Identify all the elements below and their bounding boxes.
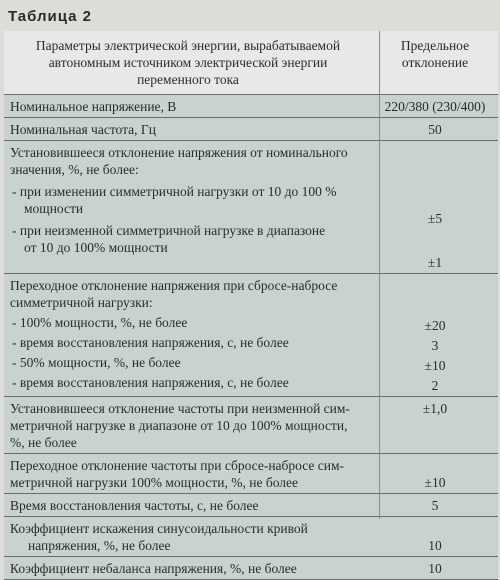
header-deviation-cell — [372, 31, 498, 95]
row-label-group — [4, 454, 372, 494]
sub-item-value: ±20 — [424, 318, 446, 333]
table-row-transient-frequency-deviation — [4, 454, 498, 494]
row-value: 10 — [372, 517, 498, 557]
row-label-group — [4, 141, 372, 274]
header-deviation-line: отклонение — [401, 55, 469, 70]
row-label: Время восстановления частоты, с, не более — [4, 494, 372, 517]
row-label-group — [4, 517, 372, 557]
row-label-line: %, не более — [10, 435, 77, 450]
table-row-frequency-recovery-time — [4, 494, 498, 517]
sub-item-value: 2 — [431, 378, 439, 393]
table-row-unbalance-coefficient — [4, 557, 498, 580]
row-value-group — [372, 141, 498, 274]
sub-item-label: - при изменении симметричной нагрузки от 10 до 100 % — [12, 184, 337, 199]
row-value: 5 — [372, 494, 498, 517]
sub-item-label: - 100% мощности, %, не более — [12, 315, 188, 330]
table-row-steady-voltage-deviation — [4, 141, 498, 274]
row-value: ±10 — [372, 454, 498, 494]
table-row-distortion-coefficient — [4, 517, 498, 557]
table-row-nominal-voltage — [4, 95, 498, 118]
header-parameters-line: Параметры электрической энергии, вырабатываемой — [35, 38, 341, 53]
column-divider — [379, 31, 380, 519]
table-row-nominal-frequency — [4, 118, 498, 141]
row-label-line: метричной нагрузки 100% мощности, %, не более — [10, 475, 298, 490]
sub-item-value: 3 — [431, 338, 439, 353]
sub-item-label: мощности — [24, 201, 84, 216]
row-label-group — [4, 274, 372, 397]
row-heading: симметричной нагрузки: — [10, 295, 153, 310]
row-label: Коэффициент небаланса напряжения, %, не более — [4, 557, 372, 580]
row-heading: значения, %, не более: — [10, 162, 139, 177]
header-parameters-cell — [4, 31, 372, 95]
row-value: 50 — [372, 118, 498, 141]
row-label-group — [4, 397, 372, 454]
row-heading: Переходное отклонение напряжения при сбросе-набросе — [10, 278, 338, 293]
row-label-line: напряжения, %, не более — [28, 538, 171, 553]
header-parameters-line: автономным источником электрической энергии — [48, 55, 328, 70]
row-value: 220/380 (230/400) — [372, 95, 498, 118]
row-value: 10 — [372, 557, 498, 580]
sub-item-value: ±10 — [424, 358, 446, 373]
table-row-steady-frequency-deviation — [4, 397, 498, 454]
parameters-table — [4, 31, 498, 580]
header-deviation-line: Предельное — [400, 38, 470, 53]
sub-item-label: - при неизменной симметричной нагрузке в диапазоне — [12, 223, 326, 238]
table-header-row — [4, 31, 498, 95]
row-label: Номинальная частота, Гц — [4, 118, 372, 141]
row-label-line: метричной нагрузке в диапазоне от 10 до 100% мощности, — [10, 418, 348, 433]
row-label-line: Установившееся отклонение частоты при неизменной сим- — [10, 401, 350, 416]
row-label: Номинальное напряжение, В — [4, 95, 372, 118]
table-title: Таблица 2 — [8, 8, 93, 25]
sub-item-value: ±1 — [427, 255, 443, 270]
row-value-group — [372, 274, 498, 397]
header-parameters-line: переменного тока — [137, 72, 239, 87]
sub-item-value: ±5 — [427, 211, 443, 226]
sub-item-label: от 10 до 100% мощности — [24, 240, 168, 255]
row-label-line: Коэффициент искажения синусоидальности кривой — [10, 521, 308, 536]
row-label-line: Переходное отклонение частоты при сбросе-набросе сим- — [10, 458, 345, 473]
table-row-transient-voltage-deviation — [4, 274, 498, 397]
row-value: ±1,0 — [372, 397, 498, 454]
sub-item-label: - время восстановления напряжения, с, не более — [12, 375, 289, 390]
sub-item-label: - время восстановления напряжения, с, не более — [12, 335, 289, 350]
row-heading: Установившееся отклонение напряжения от номинального — [10, 145, 348, 160]
sub-item-label: - 50% мощности, %, не более — [12, 355, 181, 370]
